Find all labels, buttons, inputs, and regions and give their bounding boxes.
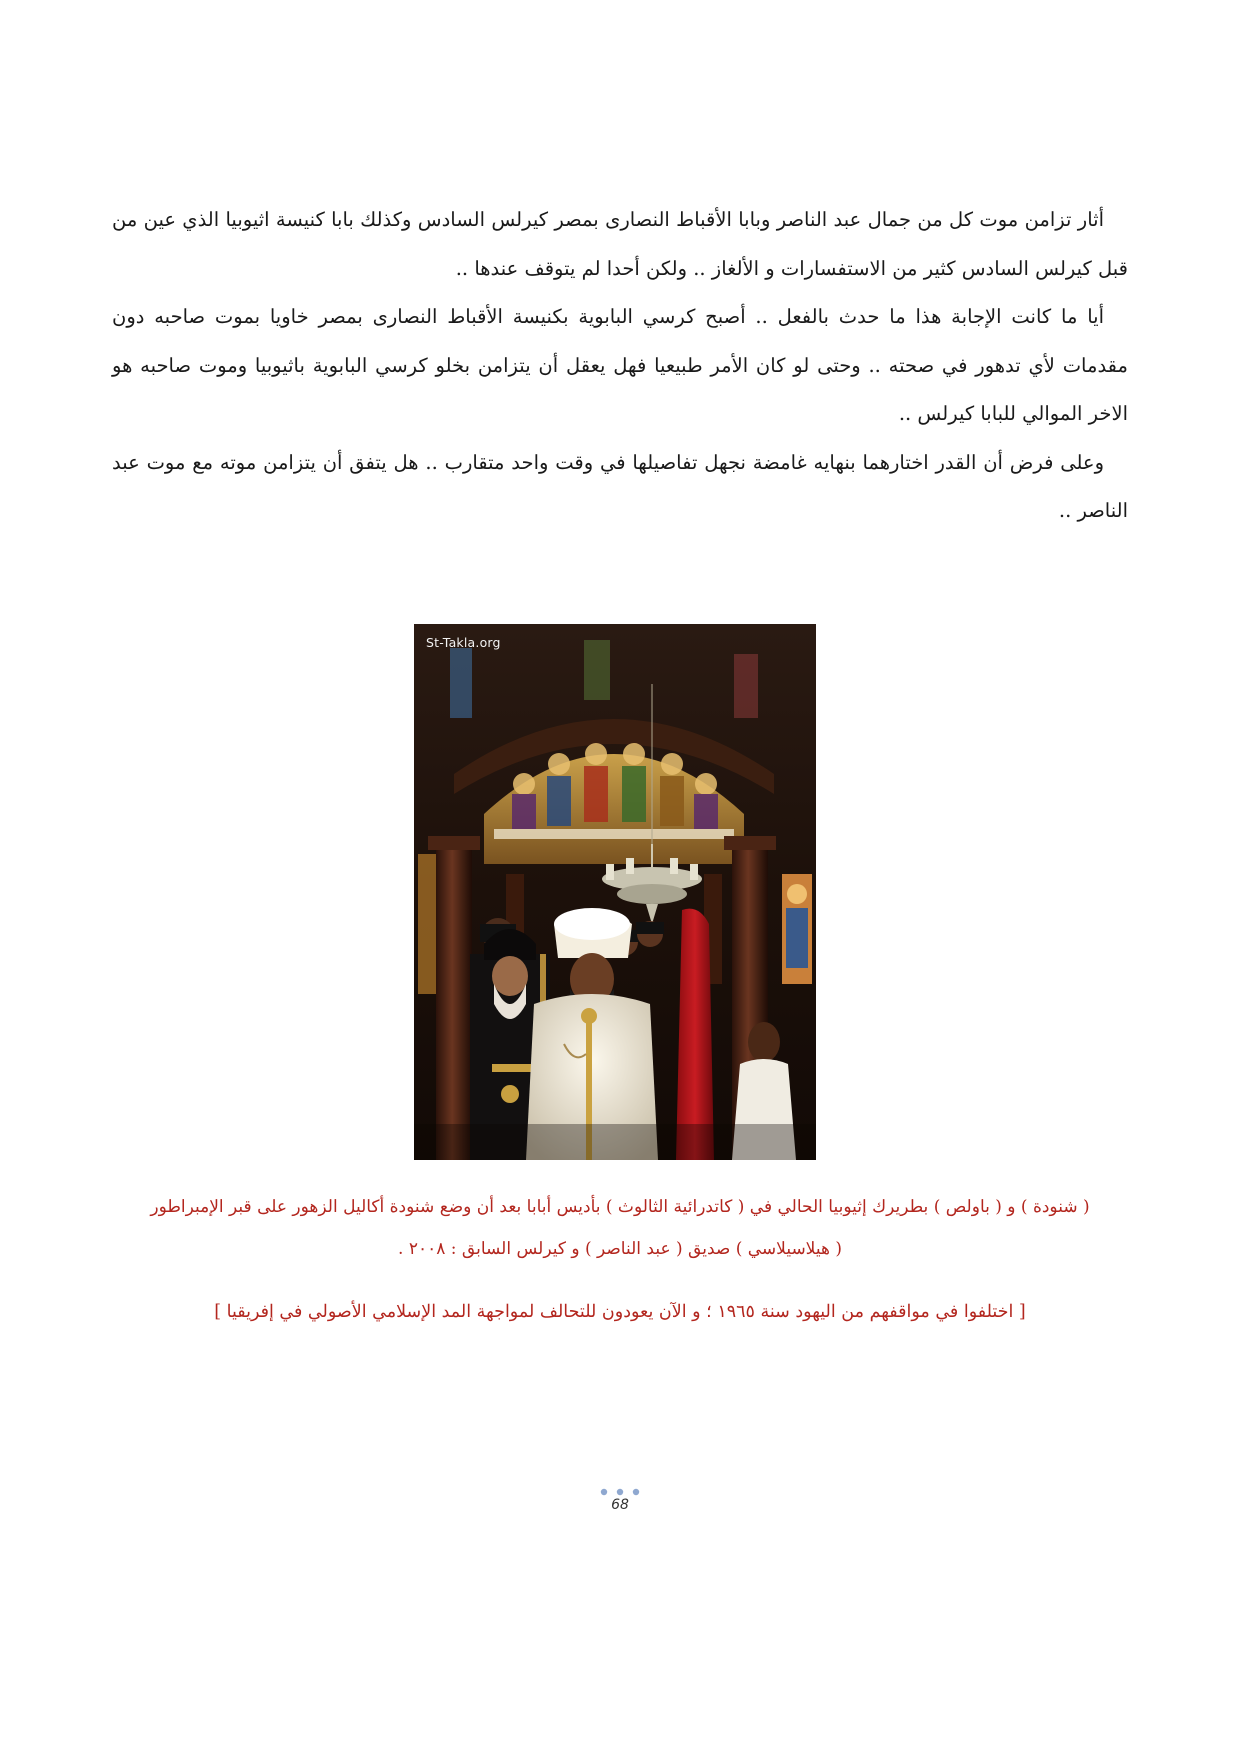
caption-line-1: ( شنودة ) و ( باولص ) بطريرك إثيوبيا الحالي في ( كاتدرائية الثالوث ) بأديس أبابا بعد أن وضع شنودة أكاليل الزهور على قبر الإمبراطور [150,1197,1090,1217]
bracketed-note: [ اختلفوا في مواقفهم من اليهود سنة ١٩٦٥ ؛ و الآن يعودون للتحالف لمواجهة المد الإسلامي الأصولي في إفريقيا ] [214,1302,1026,1322]
body-text [112,196,1128,536]
church-ceremony-photo [414,624,816,1160]
paragraph-3: وعلى فرض أن القدر اختارهما بنهايه غامضة نجهل تفاصيلها في وقت واحد متقارب .. هل يتفق أن يتزامن موته مع موت عبد الناصر .. [112,450,1128,522]
page-dots-icon [596,1487,644,1497]
paragraph-1: أثار تزامن موت كل من جمال عبد الناصر وبابا الأقباط النصارى بمصر كيرلس السادس وكذلك بابا كنيسة اثيوبيا الذي عين من قبل كيرلس السادس كثير من الاستفسارات و الألغاز .. ولكن أحدا لم يتوقف عندها .. [112,208,1128,280]
page-number: 68 [611,1497,629,1513]
photo-illustration [414,624,816,1160]
photo-watermark: St-Takla.org [426,635,501,650]
photo-caption [120,1186,1120,1270]
caption-line-2: ( هيلاسيلاسي ) صديق ( عبد الناصر ) و كيرلس السابق : ٢٠٠٨ . [398,1239,842,1259]
paragraph-2: أيا ما كانت الإجابة هذا ما حدث بالفعل .. أصبح كرسي البابوية بكنيسة الأقباط النصارى بمصر خاويا بموت صاحبه دون مقدمات لأي تدهور في صحته .. وحتى لو كان الأمر طبيعيا فهل يعقل أن يتزامن بخلو كرسي البابوية باثيوبيا وموت صاحبه هو الاخر الموالي للبابا كيرلس .. [112,305,1128,425]
